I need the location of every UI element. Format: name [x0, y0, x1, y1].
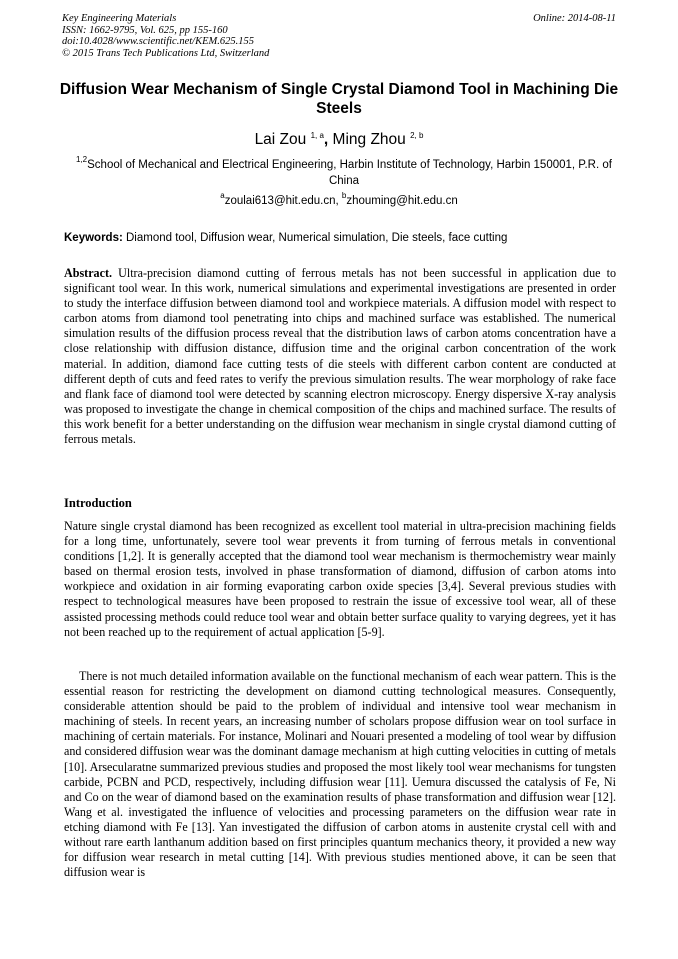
abstract	[64, 266, 616, 447]
paper-title: Diffusion Wear Mechanism of Single Crystal Diamond Tool in Machining Die Steels	[59, 81, 619, 117]
keywords-label: Keywords:	[64, 232, 123, 244]
author-2-name: Ming Zhou	[332, 131, 406, 148]
journal-name: Key Engineering Materials	[62, 13, 177, 24]
keywords-text: Diamond tool, Diffusion wear, Numerical simulation, Die steels, face cutting	[126, 232, 508, 244]
online-date: Online: 2014-08-11	[533, 13, 616, 24]
author-2-sup: 2, b	[410, 131, 424, 140]
abstract-label: Abstract.	[64, 266, 113, 280]
email-b: zhouming@hit.edu.cn	[346, 195, 458, 207]
author-1-sup: 1, a	[310, 131, 324, 140]
journal-header	[62, 13, 616, 59]
author-1-name: Lai Zou	[254, 131, 307, 148]
abstract-text: Ultra-precision diamond cutting of ferrous metals has not been successful in application due to significant tool wear. In this work, numerical simulations and experimental investigations are presented in order to study the interface diffusion between diamond tool and workpiece materials. A diffusion model with respect to carbon atoms from diamond tool penetrating into chips and machined surface was established. The numerical simulation results of the diffusion process reveal that the distribution laws of carbon atoms concentration have a close relationship with diffusion distance, diffusion time and the original carbon concentration of the work material. In addition, diamond face cutting tests of die steels with different carbon content are conducted at different depth of cuts and feed rates to verify the previous simulation results. The wear morphology of rake face and flank face of diamond tool were detected by scanning electron microscopy. Energy dispersive X-ray analysis was proposed to investigate the change in chemical composition of the chips and machined surface. The results of this work benefit for a better understanding on the diffusion wear mechanism in single crystal diamond cutting of ferrous metals.	[64, 266, 616, 447]
author-emails	[0, 193, 678, 209]
introduction-paragraph-1: Nature single crystal diamond has been recognized as excellent tool material in ultra-precision machining fields for a long time, unfortunately, severe tool wear prevents it from turning of ferrous metals in conventional conditions [1,2]. It is generally accepted that the diamond tool wear mechanism is thermochemistry wear mainly based on thermal erosion tests, involved in phase transformation of diamond, diffusion of carbon atoms into workpiece and oxidation in air forming evaporating carbon oxide species [3,4]. Several previous studies with respect to technological measures have been proposed to restrain the issue of excessive tool wear, all of these assisted processing methods could reduce tool wear and obtain better surface quality to varying degrees, yet it has not been reached up to the requirement of actual application [5-9].	[64, 519, 616, 639]
email-a-sup: a	[220, 191, 225, 200]
introduction-heading: Introduction	[64, 496, 132, 510]
affiliation	[64, 157, 624, 189]
keywords	[64, 231, 624, 246]
issn-line: ISSN: 1662-9795, Vol. 625, pp 155-160	[62, 24, 228, 36]
authors	[0, 130, 678, 150]
affiliation-sup: 1,2	[76, 155, 88, 164]
copyright-line: © 2015 Trans Tech Publications Ltd, Switzerland	[62, 47, 270, 59]
introduction-paragraph-2: There is not much detailed information available on the functional mechanism of each wear pattern. This is the essential reason for restricting the development on diamond cutting technological measures. Consequently, considerable attention should be paid to the problem of individual and intensive tool wear mechanism in machining of steels. In recent years, an increasing number of scholars propose diffusion wear on tool surface in machining of certain materials. For instance, Molinari and Nouari presented a modeling of tool wear by diffusion and considered diffusion wear was the dominant damage mechanism at high cutting velocities in cutting of metals [10]. Arsecularatne summarized previous studies and proposed the most likely tool wear mechanisms for tungsten carbide, PCBN and PCD, respectively, including diffusion wear [11]. Uemura discussed the catalysis of Fe, Ni and Co on the wear of diamond based on the examination results of phase transformation and diffusion wear [12]. Wang et al. investigated the influence of velocities and processing parameters on the diffusion wear rate in etching diamond with Fe [13]. Yan investigated the diffusion of carbon atoms in austenite crystal cell with and without rare earth lanthanum addition based on first principles quantum mechanics theory, it provided a new way for diffusion wear research in metal cutting [14]. With previous studies mentioned above, it can be seen that diffusion wear is	[64, 669, 616, 880]
affiliation-text: School of Mechanical and Electrical Engineering, Harbin Institute of Technology, Harbin 150001, P.R. of China	[87, 159, 612, 187]
email-b-sup: b	[341, 191, 347, 200]
author-separator: ,	[323, 131, 329, 148]
doi-line: doi:10.4028/www.scientific.net/KEM.625.155	[62, 36, 254, 47]
email-a: zoulai613@hit.edu.cn,	[224, 195, 339, 207]
